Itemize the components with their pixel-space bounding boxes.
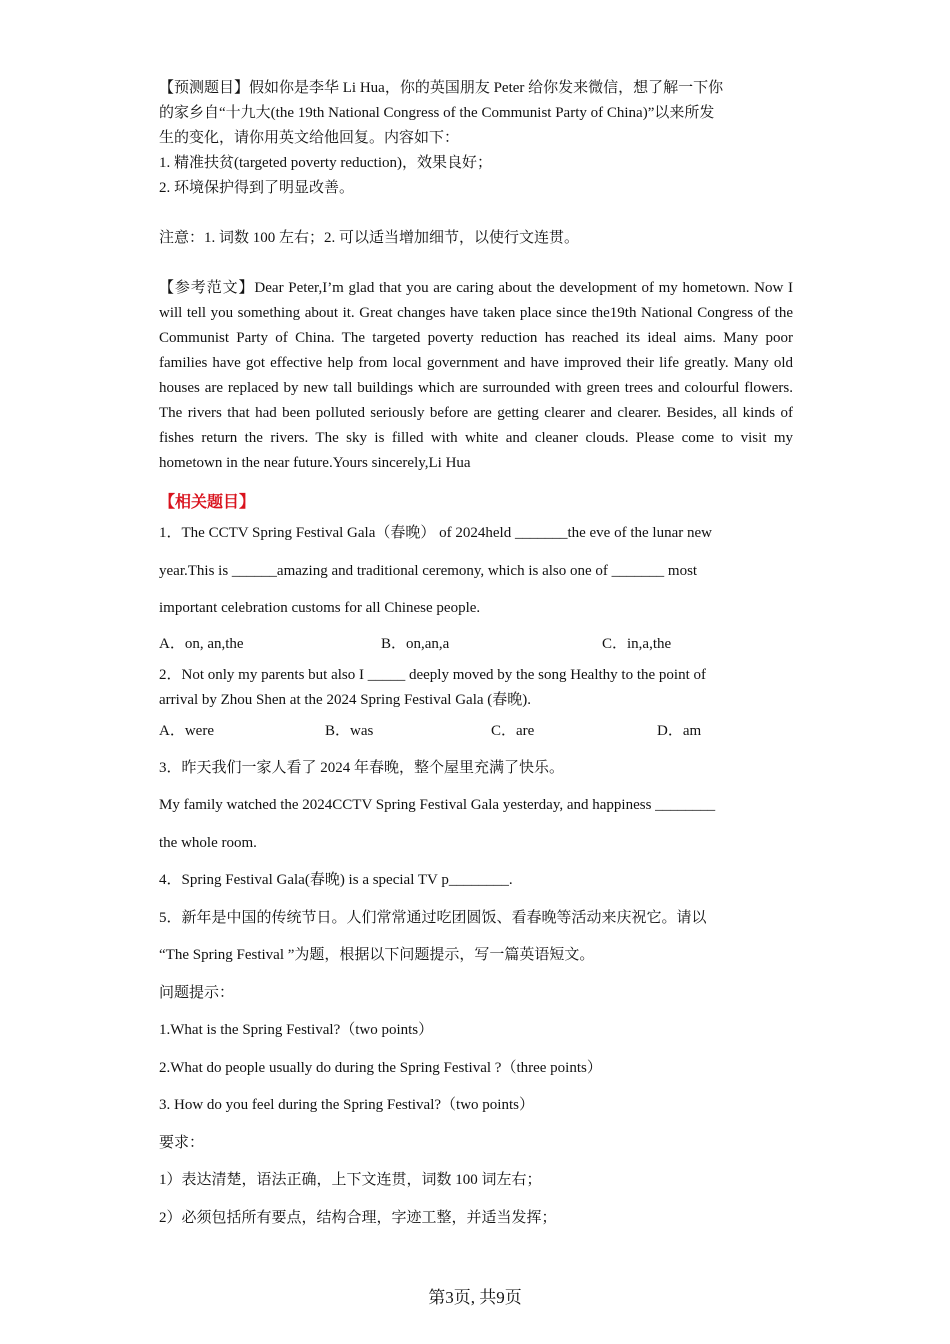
- question-5-line: “The Spring Festival ”为题，根据以下问题提示，写一篇英语短文。: [159, 947, 595, 963]
- question-1: [159, 515, 793, 657]
- question-1-line: important celebration customs for all Chinese people.: [159, 600, 481, 616]
- question-5-hint: 3. How do you feel during the Spring Festival?（two points）: [159, 1097, 534, 1113]
- question-5-requirement: 2）必须包括所有要点，结构合理，字迹工整，并适当发挥；: [159, 1209, 557, 1226]
- question-5-hint: 2.What do people usually do during the Spring Festival ?（three points）: [159, 1059, 602, 1076]
- predict-point: 1. 精准扶贫(targeted poverty reduction)，效果良好；: [159, 155, 492, 171]
- option-b[interactable]: B．on,an,a: [381, 635, 450, 652]
- question-2-options: [159, 719, 793, 744]
- predict-point: 2. 环境保护得到了明显改善。: [159, 180, 355, 196]
- question-3: [159, 750, 793, 863]
- predict-line: 生的变化，请你用英文给他回复。内容如下：: [159, 130, 460, 146]
- option-c[interactable]: C．are: [491, 722, 535, 739]
- question-2-line: arrival by Zhou Shen at the 2024 Spring Festival Gala (春晚).: [159, 691, 532, 708]
- question-2: [159, 663, 793, 744]
- option-c[interactable]: C．in,a,the: [602, 635, 672, 652]
- page-number: 第3页, 共9页: [428, 1288, 522, 1307]
- question-5-requirement: 1）表达清楚，语法正确，上下文连贯，词数 100 词左右；: [159, 1172, 542, 1188]
- question-1-line: 1．The CCTV Spring Festival Gala（春晚） of 2024held _______the eve of the lunar new: [159, 525, 712, 541]
- question-3-line: the whole room.: [159, 834, 257, 851]
- option-d[interactable]: D．am: [657, 722, 702, 739]
- option-b[interactable]: B．was: [325, 722, 374, 739]
- question-5-line: 5．新年是中国的传统节日。人们常常通过吃团圆饭、看春晚等活动来庆祝它。请以: [159, 909, 707, 926]
- question-5-requirement-label: 要求：: [159, 1134, 205, 1151]
- predict-section: [159, 76, 793, 251]
- question-4: 4．Spring Festival Gala(春晚) is a special TV p________.: [159, 872, 513, 888]
- option-a[interactable]: A．were: [159, 722, 214, 739]
- option-a[interactable]: A．on, an,the: [159, 635, 244, 652]
- question-1-line: year.This is ______amazing and traditional ceremony, which is also one of _______ most: [159, 562, 698, 579]
- question-5: [159, 900, 793, 1238]
- page-content: [159, 76, 793, 1237]
- related-heading: 【相关题目】: [159, 494, 256, 511]
- predict-note: 注意：1. 词数 100 左右；2. 可以适当增加细节，以使行文连贯。: [159, 230, 580, 246]
- predict-line: 【预测题目】假如你是李华 Li Hua，你的英国朋友 Peter 给你发来微信，想了解一下你: [159, 80, 724, 96]
- reference-essay: 【参考范文】Dear Peter,I’m glad that you are caring about the development of my hometown. Now I will tell you something about it. Great changes have taken place since the19th National Congress of the Communist Party of China. The targeted poverty reduction has reached its ideal aims. Many poor families have got effective help from local government and have improved their life greatly. Many old houses are replaced by new tall buildings which are surrounded with green trees and colourful flowers. The rivers that had been polluted seriously before are getting clearer and clearer. Besides, all kinds of fishes return the rivers. The sky is filled with white and cleaner clouds. Please come to visit my hometown in the near future.Yours sincerely,Li Hua: [159, 280, 793, 471]
- question-5-hint-label: 问题提示：: [159, 984, 235, 1001]
- question-2-line: 2．Not only my parents but also I _____ deeply moved by the song Healthy to the point of: [159, 666, 707, 683]
- predict-line: 的家乡自“十九大(the 19th National Congress of the Communist Party of China)”以来所发: [159, 105, 715, 121]
- question-1-options: [159, 632, 793, 657]
- question-5-hint: 1.What is the Spring Festival?（two points）: [159, 1022, 434, 1038]
- question-3-line: 3．昨天我们一家人看了 2024 年春晚，整个屋里充满了快乐。: [159, 759, 565, 776]
- question-3-line: My family watched the 2024CCTV Spring Festival Gala yesterday, and happiness ________: [159, 797, 716, 813]
